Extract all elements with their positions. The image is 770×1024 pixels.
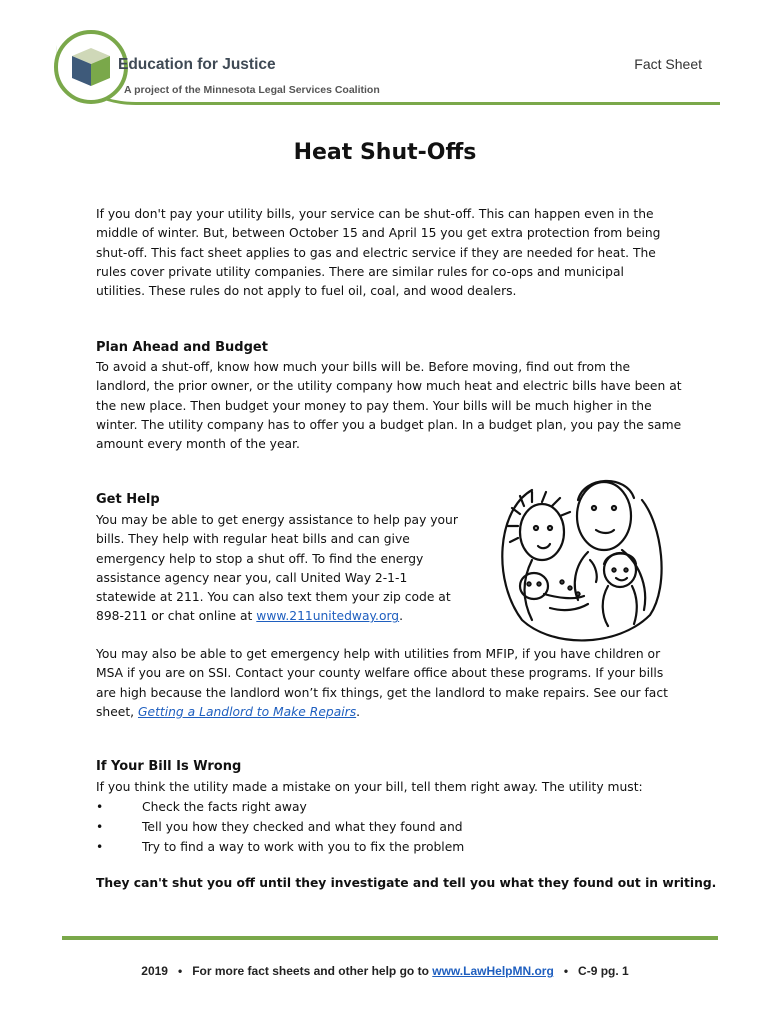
footer-separator: • [563,964,569,978]
intro-paragraph: If you don't pay your utility bills, your service can be shut-off. This can happen even in the middle of winter. But, between October 15 and April 15 you get extra protection from being shut-off. This fact sheet applies to gas and electric service if they are needed for heat. The rules cover private utility companies. There are similar rules for co-ops and municipal utilities. These rules do not apply to fuel oil, coal, and wood dealers. [96,207,661,299]
org-name: Education for Justice [118,56,276,73]
section-heading-help: Get Help [96,492,160,507]
help-text-1-end: . [399,609,404,624]
section-heading-wrong: If Your Bill Is Wrong [96,759,242,774]
help-text-2-end: . [356,704,361,719]
plan-paragraph: To avoid a shut-off, know how much your bills will be. Before moving, find out from the landlord, the prior owner, or the utility company how much heat and electric bills have been at the new place. Then budget your money to pay them. Your bills will be much higher in the winter. The utility company has to offer you a budget plan. In a budget plan, you pay the same amount every month of the year. [96,360,682,452]
list-item-text: Tell you how they checked and what they found and [142,820,463,834]
list-item-text: Try to find a way to work with you to fix the problem [142,840,465,854]
lawhelpmn-link[interactable]: www.LawHelpMN.org [432,964,554,978]
unitedway-link[interactable]: www.211unitedway.org [256,609,400,624]
help-paragraph-1 [96,511,462,627]
page-code: C-9 pg. 1 [578,964,629,978]
wrong-intro: If you think the utility made a mistake on your bill, tell them right away. The utility must: [96,780,643,794]
list-item-text: Check the facts right away [142,800,307,814]
bullet-icon: • [96,840,104,854]
repairs-factsheet-link[interactable]: Getting a Landlord to Make Repairs [137,704,357,719]
help-text-1: You may be able to get energy assistance to help pay your bills. They help with regular heat bills and can give emergency help to stop a shut off. To find the energy assistance agency near you, call United Way 2-1-1 statewide at 211. You can also text them your zip code at 898-211 or chat online at [96,513,458,624]
section-heading-plan: Plan Ahead and Budget [96,340,268,355]
help-text-2: You may also be able to get emergency help with utilities from MFIP, if you have children or MSA if you are on SSI. Contact your county welfare office about these programs. If your bills are high because the landlord won’t fix things, get the landlord to make repairs. See our fact sheet, [96,647,668,719]
footer [0,964,770,978]
logo [54,30,128,104]
page-title: Heat Shut-Offs [293,140,477,165]
closing-statement: They can't shut you off until they investigate and tell you what they found out in writing. [96,876,717,890]
footer-year: 2019 [141,964,168,978]
help-paragraph-2 [96,645,674,722]
bullet-icon: • [96,820,104,834]
family-illustration [492,470,668,646]
footer-divider [62,936,718,940]
book-icon [58,34,124,100]
footer-separator: • [177,964,183,978]
doc-type-label: Fact Sheet [634,56,702,72]
footer-text: For more fact sheets and other help go to [192,964,429,978]
bullet-icon: • [96,800,104,814]
org-tagline: A project of the Minnesota Legal Services Coalition [124,84,380,96]
